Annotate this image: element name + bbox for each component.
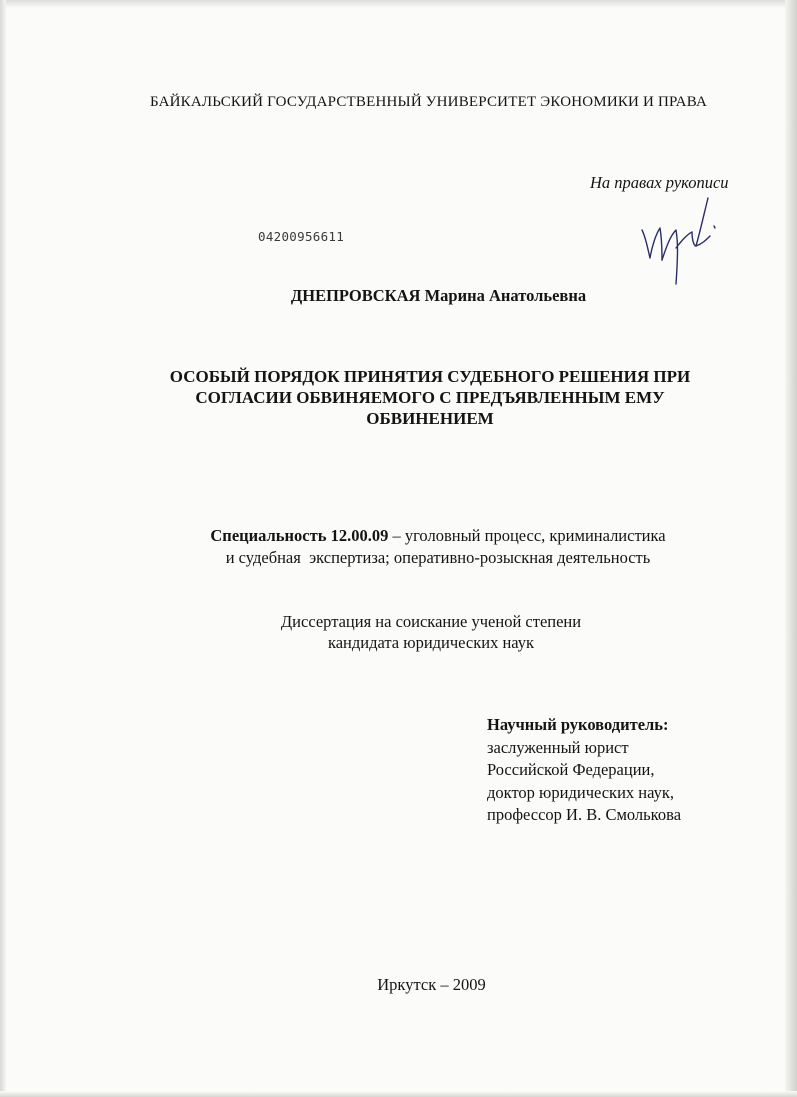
degree-line-1: Диссертация на соискание ученой степени — [280, 612, 582, 631]
city-year: Иркутск – 2009 — [377, 975, 486, 994]
title-line: СОГЛАСИИ ОБВИНЯЕМОГО С ПРЕДЪЯВЛЕННЫМ ЕМУ — [195, 388, 665, 407]
specialty-line-1 — [60, 525, 797, 547]
archive-stamp-number: 04200956611 — [258, 229, 345, 244]
supervisor-block — [487, 714, 681, 827]
supervisor-line: заслуженный юрист — [487, 737, 629, 757]
degree-line-2: кандидата юридических наук — [327, 633, 535, 652]
manuscript-note: На правах рукописи — [590, 173, 729, 192]
scan-edge-bottom — [0, 1091, 797, 1097]
author-name: ДНЕПРОВСКАЯ Марина Анатольевна — [290, 286, 587, 305]
handwritten-signature — [636, 188, 726, 288]
specialty-description: – уголовный процесс, криминалистика — [388, 526, 666, 545]
specialty-label: Специальность 12.00.09 — [210, 526, 389, 545]
university-name: БАЙКАЛЬСКИЙ ГОСУДАРСТВЕННЫЙ УНИВЕРСИТЕТ ЭКОНОМИКИ И ПРАВА — [149, 94, 708, 110]
title-line: ОСОБЫЙ ПОРЯДОК ПРИНЯТИЯ СУДЕБНОГО РЕШЕНИЯ ПРИ — [169, 367, 691, 386]
specialty-block — [60, 525, 797, 569]
scan-edge-top — [0, 0, 797, 8]
supervisor-heading: Научный руководитель: — [487, 715, 669, 734]
supervisor-line: доктор юридических наук, — [487, 782, 674, 802]
dissertation-title — [60, 366, 797, 429]
supervisor-line: Российской Федерации, — [487, 760, 655, 779]
supervisor-line: профессор И. В. Смолькова — [487, 805, 682, 824]
degree-block — [46, 611, 797, 653]
scan-edge-left — [0, 0, 6, 1097]
specialty-line-2: и судебная экспертиза; оперативно-розыскная деятельность — [225, 548, 651, 567]
title-line: ОБВИНЕНИЕМ — [366, 409, 494, 428]
